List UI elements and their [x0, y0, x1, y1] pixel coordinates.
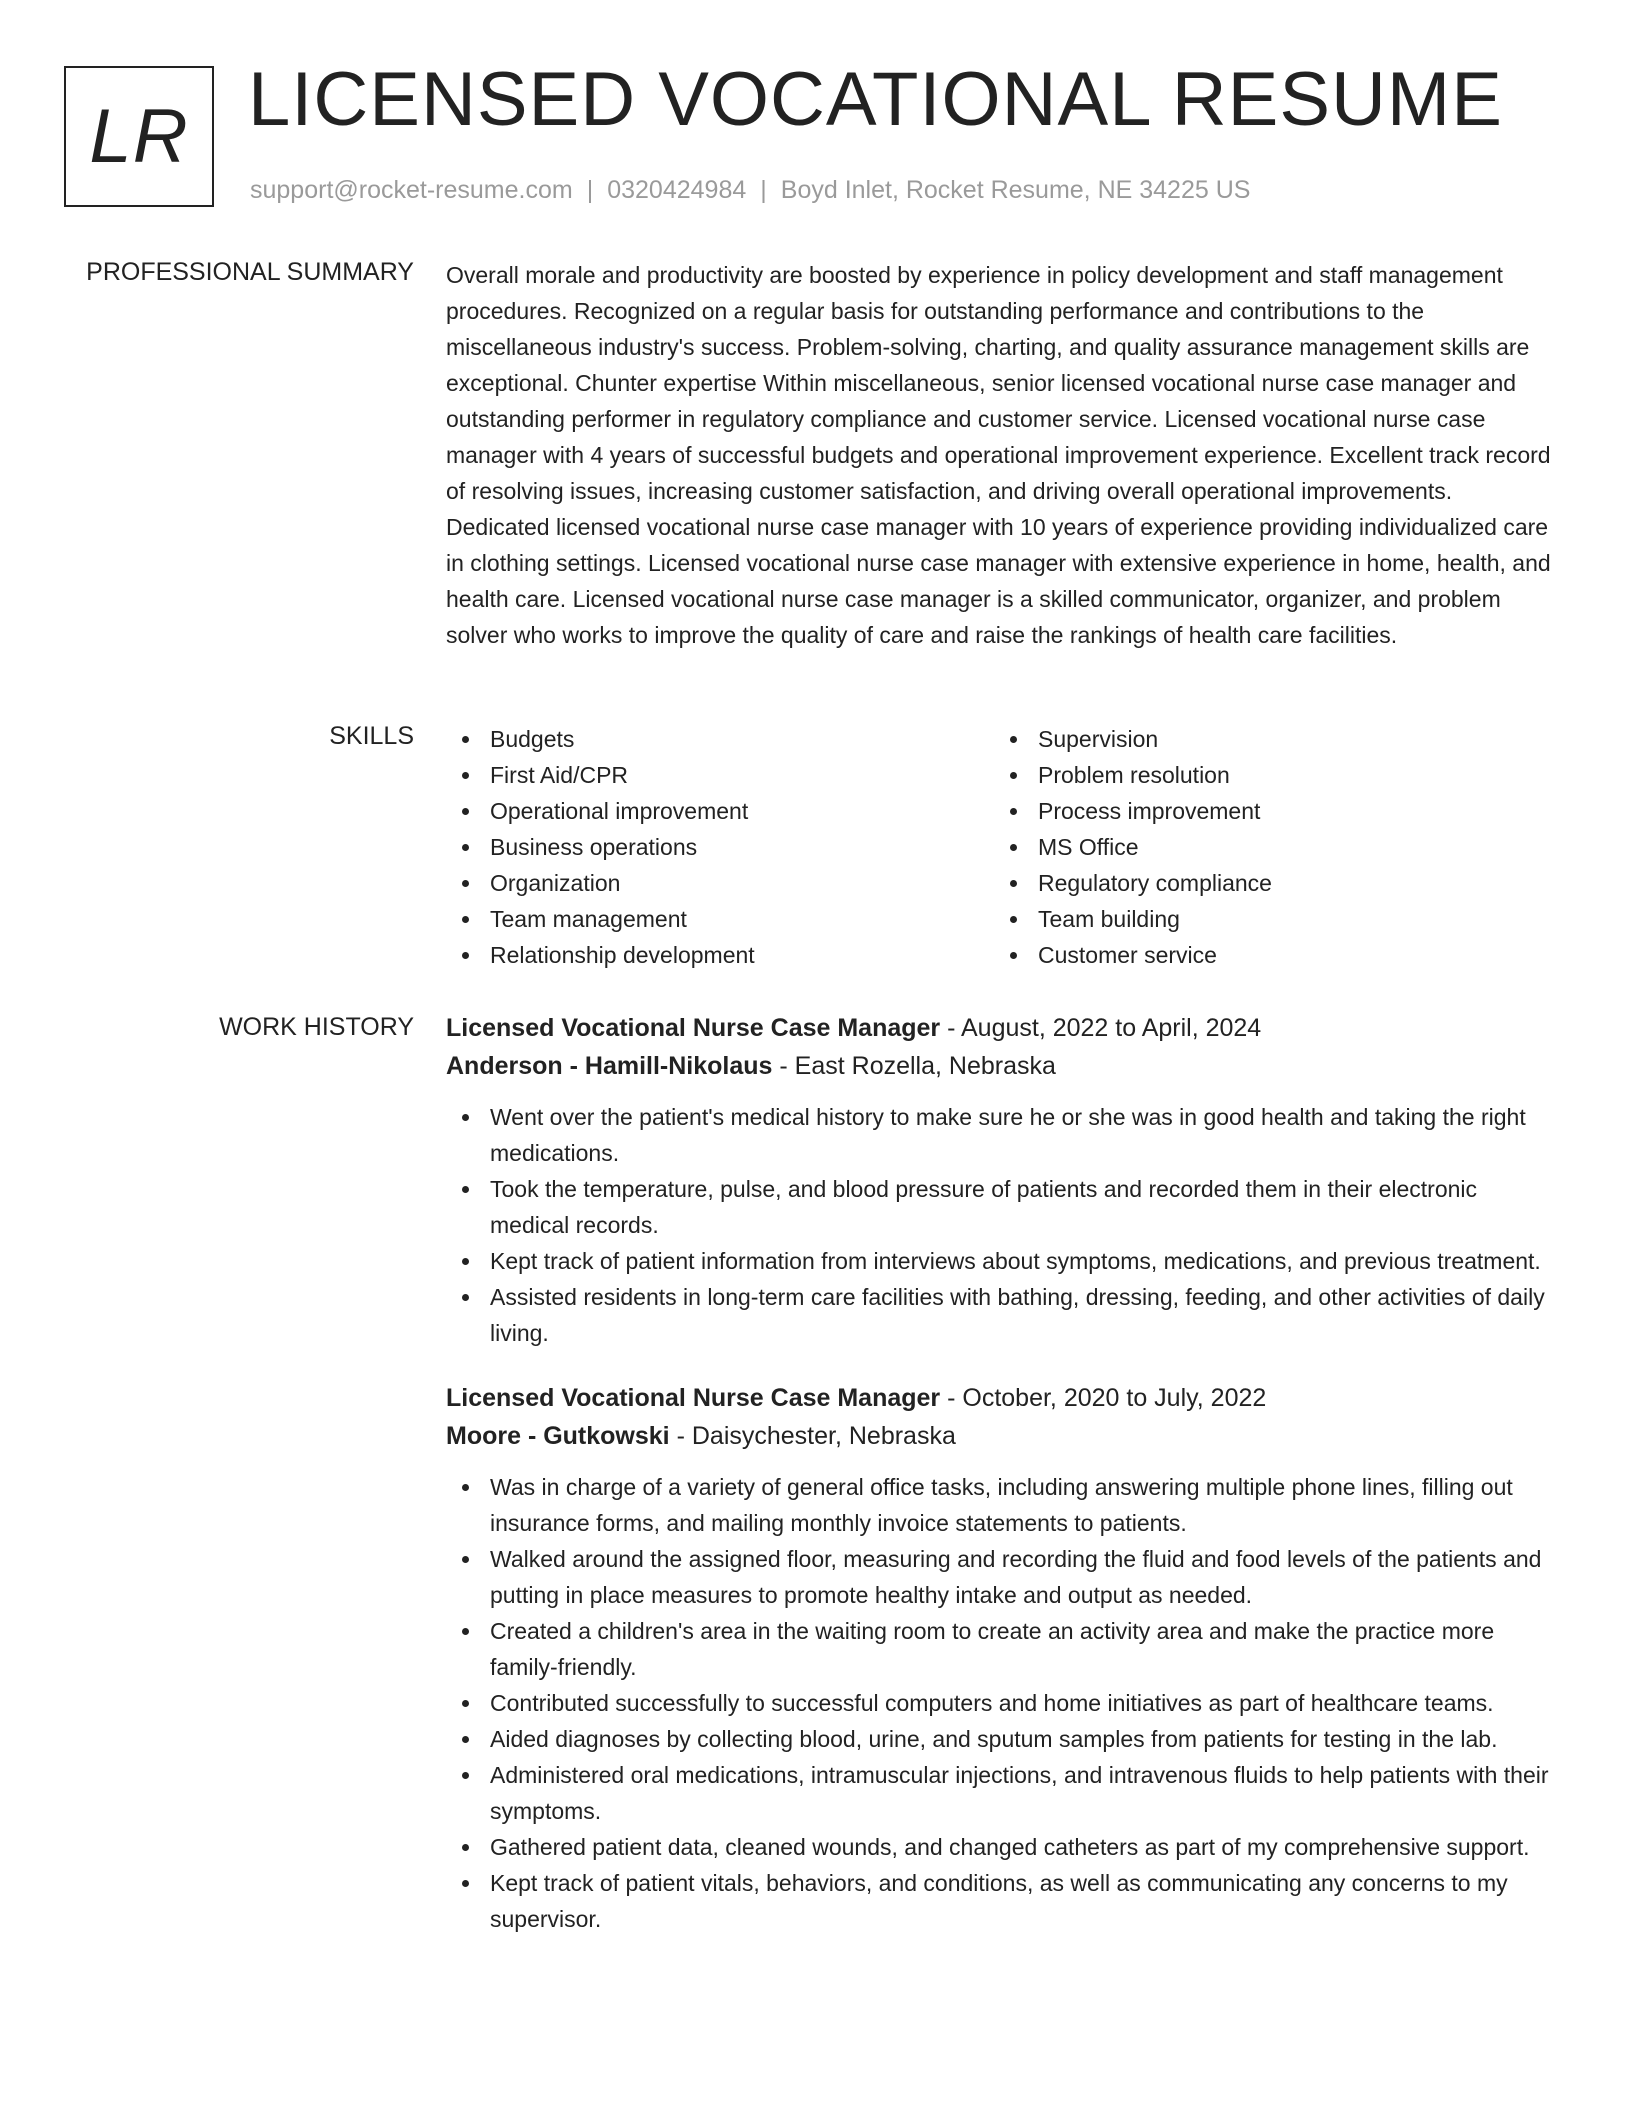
skills-heading: SKILLS [329, 722, 414, 750]
contact-line [250, 175, 1250, 205]
job-title-line [446, 1009, 1556, 1047]
work-history-section [446, 1009, 1556, 1965]
duty-item: Kept track of patient information from interviews about symptoms, medications, and previous treatment. [446, 1243, 1556, 1279]
duty-item: Gathered patient data, cleaned wounds, and changed catheters as part of my comprehensive support. [446, 1829, 1556, 1865]
skills-grid [446, 721, 1556, 973]
monogram-logo [64, 66, 214, 207]
skill-item: Customer service [994, 937, 1542, 973]
duty-item: Walked around the assigned floor, measuring and recording the fluid and food levels of the patients and putting in place measures to promote healthy intake and output as needed. [446, 1541, 1556, 1613]
skill-item: MS Office [994, 829, 1542, 865]
skills-list-right [994, 721, 1542, 973]
job-dates: - October, 2020 to July, 2022 [940, 1384, 1267, 1412]
job-title: Licensed Vocational Nurse Case Manager [446, 1014, 941, 1042]
duty-item: Went over the patient's medical history to make sure he or she was in good health and taking the right medications. [446, 1099, 1556, 1171]
skill-item: Team management [446, 901, 994, 937]
duty-item: Took the temperature, pulse, and blood pressure of patients and recorded them in their electronic medical records. [446, 1171, 1556, 1243]
summary-section [446, 257, 1556, 653]
job-company-line [446, 1417, 1556, 1455]
summary-heading: PROFESSIONAL SUMMARY [86, 258, 414, 286]
job-duties [446, 1469, 1556, 1937]
summary-text: Overall morale and productivity are boosted by experience in policy development and staff management procedures. Recognized on a regular basis for outstanding performance and contributions to the miscellaneous industry's success. Problem-solving, charting, and quality assurance management skills are exceptional. Chunter expertise Within miscellaneous, senior licensed vocational nurse case manager and outstanding performer in regulatory compliance and customer service. Licensed vocational nurse case manager with 4 years of successful budgets and operational improvement experience. Excellent track record of resolving issues, increasing customer satisfaction, and driving overall operational improvements. Dedicated licensed vocational nurse case manager with 10 years of experience providing individualized care in clothing settings. Licensed vocational nurse case manager with extensive experience in home, health, and health care. Licensed vocational nurse case manager is a skilled communicator, organizer, and problem solver who works to improve the quality of care and raise the rankings of health care facilities. [446, 262, 1551, 648]
job-company: Anderson - Hamill-Nikolaus [446, 1052, 773, 1080]
contact-phone: 0320424984 [607, 176, 747, 204]
job-dates: - August, 2022 to April, 2024 [940, 1014, 1262, 1042]
contact-address: Boyd Inlet, Rocket Resume, NE 34225 US [780, 176, 1251, 204]
duty-item: Assisted residents in long-term care facilities with bathing, dressing, feeding, and other activities of daily living. [446, 1279, 1556, 1351]
skill-item: Budgets [446, 721, 994, 757]
resume-title: LICENSED VOCATIONAL RESUME [248, 57, 1503, 142]
duty-item: Was in charge of a variety of general office tasks, including answering multiple phone lines, filling out insurance forms, and mailing monthly invoice statements to patients. [446, 1469, 1556, 1541]
skill-item: Organization [446, 865, 994, 901]
skill-item: Operational improvement [446, 793, 994, 829]
job-company: Moore - Gutkowski [446, 1422, 670, 1450]
skill-item: Relationship development [446, 937, 994, 973]
skills-section [446, 721, 1556, 973]
skill-item: Team building [994, 901, 1542, 937]
contact-separator: | [586, 176, 594, 204]
skill-item: Problem resolution [994, 757, 1542, 793]
duty-item: Contributed successfully to successful computers and home initiatives as part of healthcare teams. [446, 1685, 1556, 1721]
duty-item: Administered oral medications, intramuscular injections, and intravenous fluids to help patients with their symptoms. [446, 1757, 1556, 1829]
skill-item: Process improvement [994, 793, 1542, 829]
duty-item: Kept track of patient vitals, behaviors, and conditions, as well as communicating any concerns to my supervisor. [446, 1865, 1556, 1937]
job-company-line [446, 1047, 1556, 1085]
skill-item: Supervision [994, 721, 1542, 757]
contact-email: support@rocket-resume.com [250, 176, 573, 204]
job-title: Licensed Vocational Nurse Case Manager [446, 1384, 941, 1412]
job-entry [446, 1379, 1556, 1937]
job-duties [446, 1099, 1556, 1351]
skill-item: Business operations [446, 829, 994, 865]
skills-list-left [446, 721, 994, 973]
duty-item: Aided diagnoses by collecting blood, urine, and sputum samples from patients for testing in the lab. [446, 1721, 1556, 1757]
duty-item: Created a children's area in the waiting room to create an activity area and make the practice more family-friendly. [446, 1613, 1556, 1685]
monogram-initials: LR [89, 93, 189, 179]
contact-separator: | [760, 176, 767, 204]
job-location: - East Rozella, Nebraska [772, 1052, 1056, 1080]
work-history-heading: WORK HISTORY [219, 1013, 414, 1041]
skill-item: Regulatory compliance [994, 865, 1542, 901]
job-title-line [446, 1379, 1556, 1417]
skill-item: First Aid/CPR [446, 757, 994, 793]
job-location: - Daisychester, Nebraska [669, 1422, 956, 1450]
job-entry [446, 1009, 1556, 1351]
